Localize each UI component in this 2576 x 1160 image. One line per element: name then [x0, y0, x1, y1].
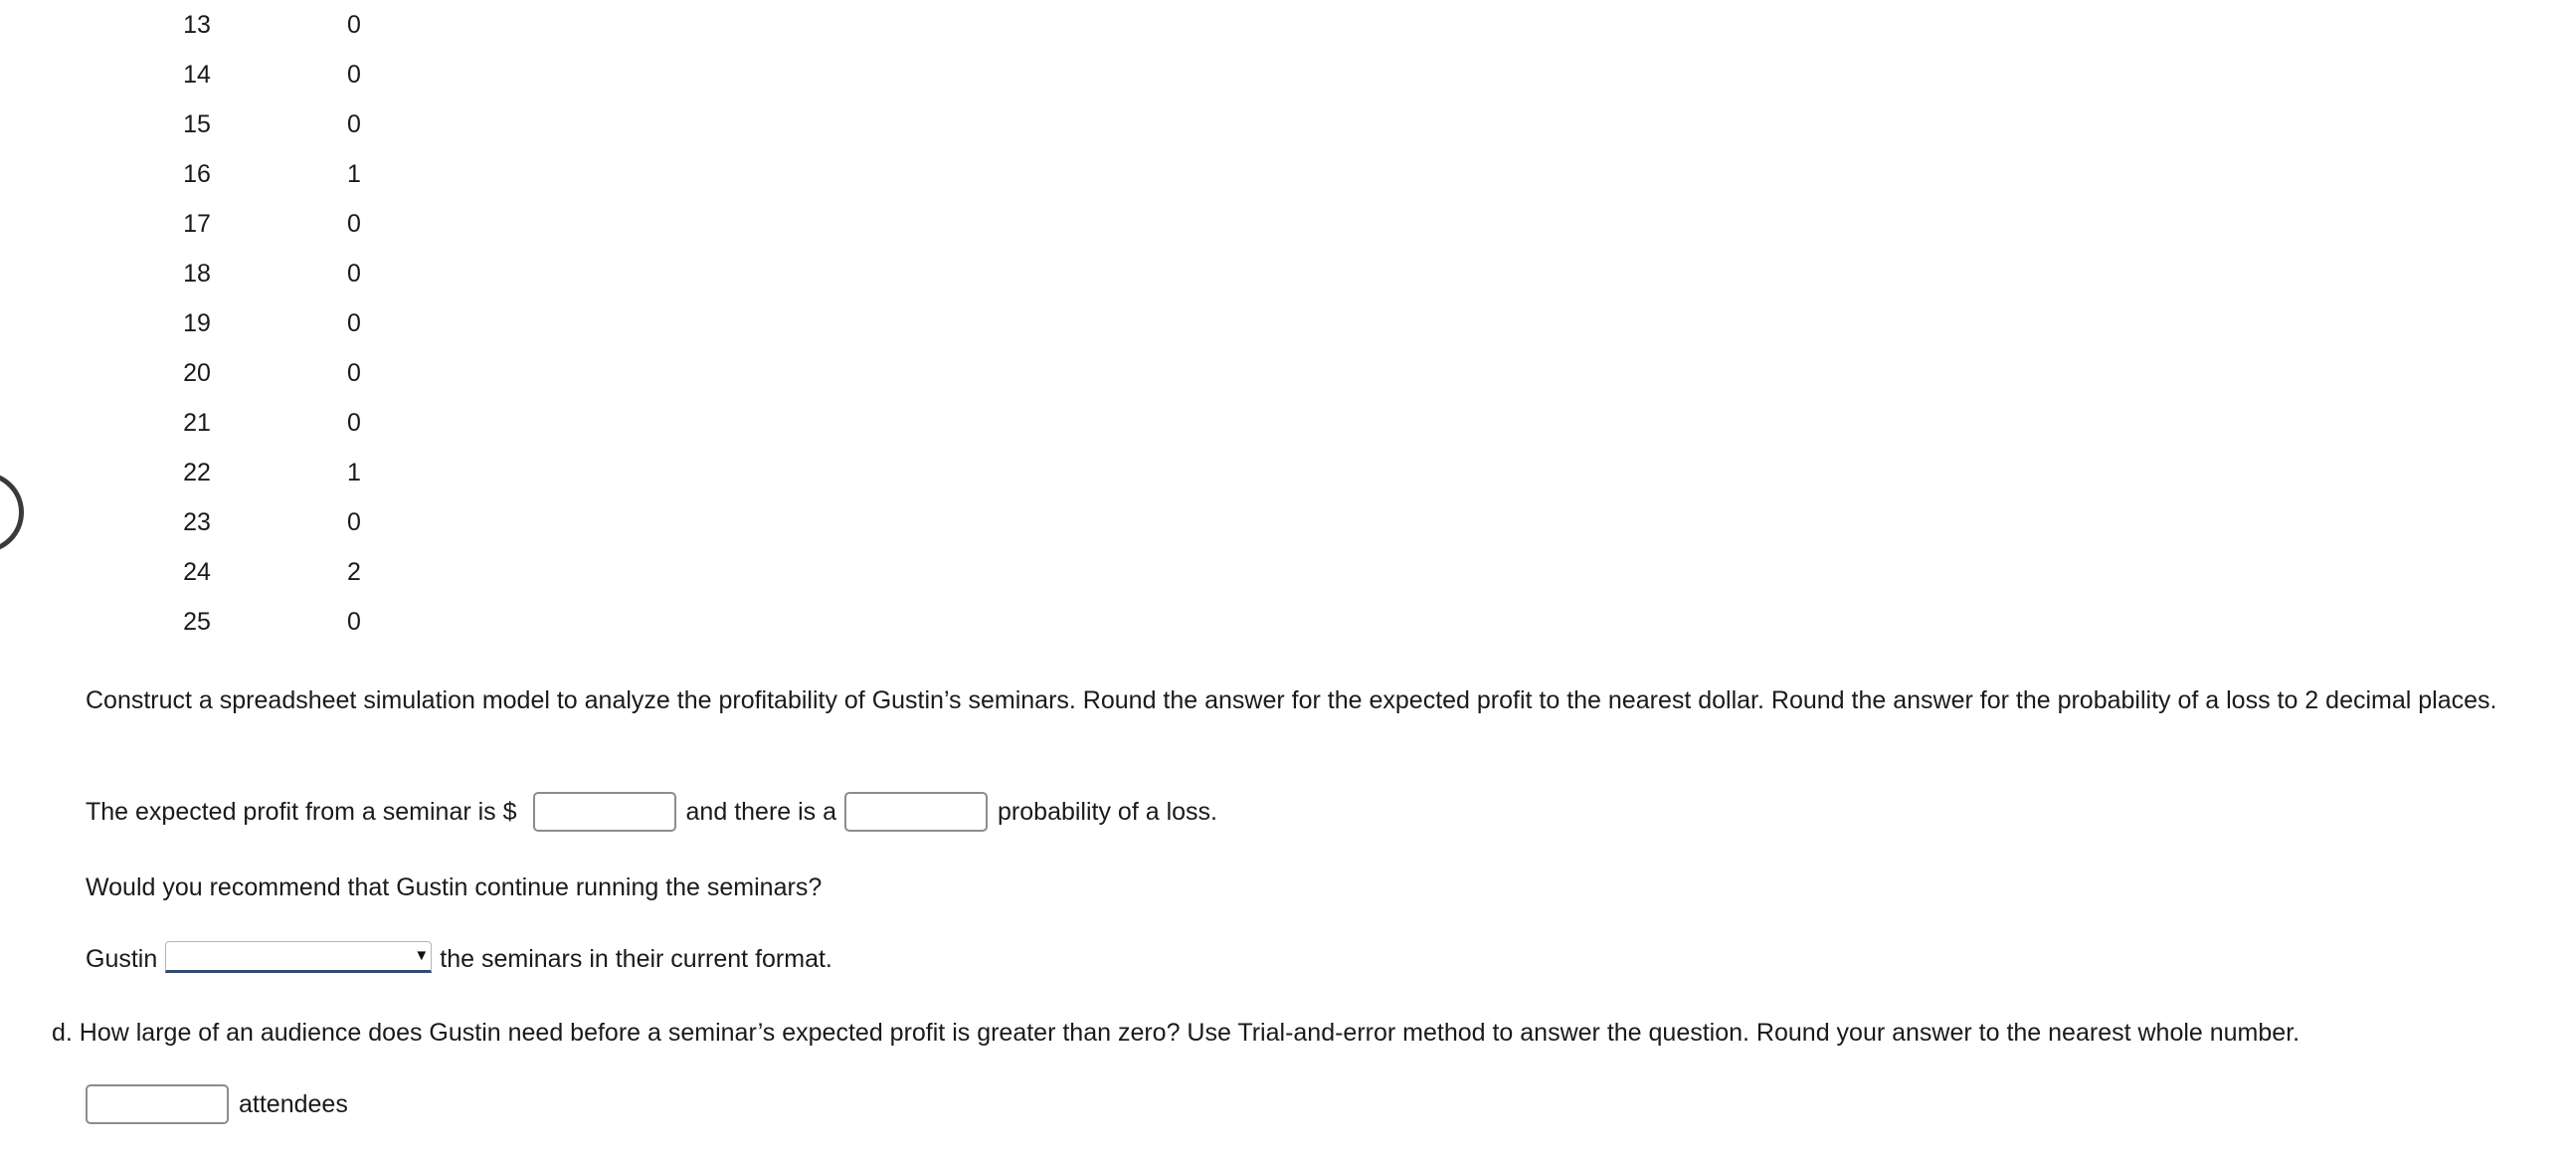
frequency-cell: [245, 249, 364, 298]
gustin-suffix-text: the seminars in their current format.: [440, 945, 832, 973]
value-cell: 22: [183, 459, 211, 486]
table-row: [149, 0, 364, 50]
frequency-cell: [245, 398, 364, 448]
frequency-cell: [245, 149, 364, 199]
frequency-value: 0: [347, 260, 361, 288]
frequency-table-body: [149, 0, 364, 647]
frequency-value: 0: [347, 61, 361, 89]
table-row: [149, 497, 364, 547]
value-cell: 24: [183, 558, 211, 586]
frequency-value: 0: [347, 110, 361, 138]
value-cell: 18: [183, 260, 211, 288]
attendees-unit-label: attendees: [239, 1090, 348, 1118]
table-row: [149, 50, 364, 99]
attendees-answer-line: [86, 1084, 348, 1124]
gustin-prefix-text: Gustin: [86, 945, 158, 973]
frequency-cell: [245, 50, 364, 99]
value-cell: 20: [183, 359, 211, 387]
profit-suffix-text: probability of a loss.: [998, 798, 1217, 826]
table-row: [149, 298, 364, 348]
table-row: [149, 597, 364, 647]
part-d-question-text: d. How large of an audience does Gustin need before a seminar’s expected profit is greater than zero? Use Trial-and-error method to answer the question. Round your answer to the nearest whole number.: [52, 1019, 2300, 1047]
value-cell: 17: [183, 210, 211, 238]
table-row: [149, 348, 364, 398]
frequency-cell: [245, 0, 364, 50]
expected-profit-input[interactable]: [533, 792, 676, 832]
table-row: [149, 249, 364, 298]
frequency-value: 1: [347, 459, 361, 486]
frequency-cell: [245, 298, 364, 348]
frequency-value: 0: [347, 309, 361, 337]
value-cell: 23: [183, 508, 211, 536]
frequency-value: 0: [347, 608, 361, 636]
value-cell: 19: [183, 309, 211, 337]
partial-circle-icon: [0, 472, 24, 553]
frequency-value: 0: [347, 210, 361, 238]
value-cell: 15: [183, 110, 211, 138]
recommendation-sentence: [86, 941, 832, 977]
table-row: [149, 99, 364, 149]
loss-probability-input[interactable]: [844, 792, 988, 832]
recommendation-dropdown[interactable]: [165, 941, 432, 977]
recommend-question-text: Would you recommend that Gustin continue running the seminars?: [86, 873, 823, 901]
profit-middle-text: and there is a: [685, 798, 837, 826]
table-row: [149, 199, 364, 249]
frequency-cell: [245, 497, 364, 547]
frequency-value: 2: [347, 558, 361, 586]
value-cell: 14: [183, 61, 211, 89]
recommendation-select-box[interactable]: [165, 941, 432, 973]
frequency-value: 0: [347, 359, 361, 387]
value-cell: 16: [183, 160, 211, 188]
frequency-value: 0: [347, 11, 361, 39]
value-cell: 13: [183, 11, 211, 39]
value-cell: 25: [183, 608, 211, 636]
frequency-table: [149, 0, 364, 647]
frequency-cell: [245, 99, 364, 149]
frequency-value: 0: [347, 409, 361, 437]
frequency-cell: [245, 547, 364, 597]
frequency-value: 0: [347, 508, 361, 536]
profit-prefix-text: The expected profit from a seminar is $: [86, 798, 517, 826]
attendees-input[interactable]: [86, 1084, 229, 1124]
frequency-value: 1: [347, 160, 361, 188]
table-row: [149, 448, 364, 497]
frequency-cell: [245, 448, 364, 497]
table-row: [149, 149, 364, 199]
value-cell: 21: [183, 409, 211, 437]
expected-profit-sentence: [86, 792, 1217, 832]
caret-down-icon[interactable]: ▼: [414, 947, 430, 964]
table-row: [149, 547, 364, 597]
frequency-cell: [245, 199, 364, 249]
instructions-text: Construct a spreadsheet simulation model to analyze the profitability of Gustin’s seminars. Round the answer for the expected profit to the nearest dollar. Round the answer for the probability of a loss to 2 decimal places.: [86, 686, 2497, 714]
table-row: [149, 398, 364, 448]
frequency-cell: [245, 348, 364, 398]
frequency-cell: [245, 597, 364, 647]
